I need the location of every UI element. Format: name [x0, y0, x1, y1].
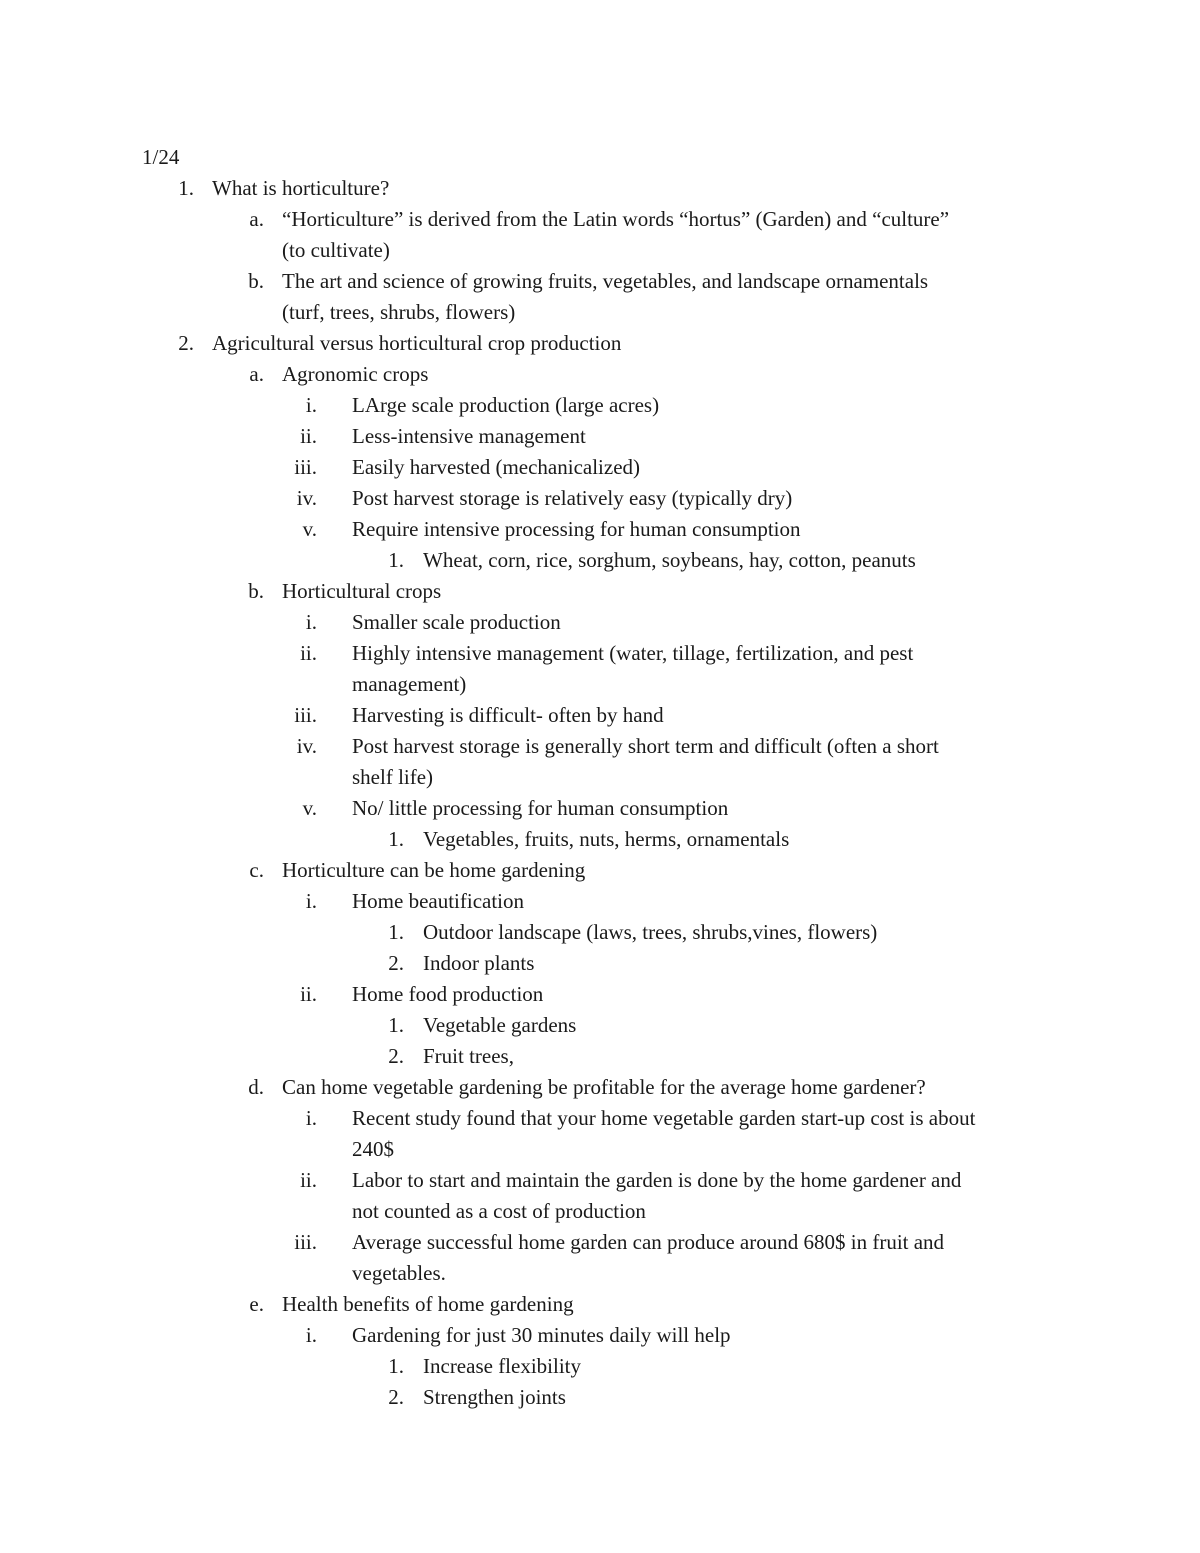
list-marker: a. [249, 362, 264, 386]
outline-item [0, 638, 1200, 669]
outline-item [0, 1165, 1200, 1196]
outline-item [0, 886, 1200, 917]
list-marker: ii. [300, 982, 317, 1006]
list-item-text: Indoor plants [423, 951, 535, 975]
outline-item [0, 1041, 1200, 1072]
list-marker: 1. [178, 176, 194, 200]
list-item-text: Agronomic crops [282, 362, 429, 386]
outline-item [0, 173, 1200, 204]
list-item-text: 240$ [352, 1137, 394, 1161]
list-marker: iii. [294, 1230, 317, 1254]
list-marker: 1. [388, 548, 404, 572]
outline-item [0, 1382, 1200, 1413]
list-item-text: Agricultural versus horticultural crop production [212, 331, 622, 355]
outline-item [0, 204, 1200, 235]
outline-item [0, 762, 1200, 793]
outline-item [0, 700, 1200, 731]
list-marker: ii. [300, 1168, 317, 1192]
list-item-text: Can home vegetable gardening be profitable for the average home gardener? [282, 1075, 926, 1099]
list-marker: 1. [388, 1013, 404, 1037]
outline-item [0, 917, 1200, 948]
list-marker: iv. [296, 486, 317, 510]
list-item-text: Harvesting is difficult- often by hand [352, 703, 664, 727]
outline-item [0, 979, 1200, 1010]
list-item-text: Highly intensive management (water, tillage, fertilization, and pest [352, 641, 914, 665]
outline-item [0, 235, 1200, 266]
list-marker: v. [302, 517, 317, 541]
list-item-text: No/ little processing for human consumption [352, 796, 729, 820]
list-marker: iii. [294, 703, 317, 727]
list-marker: e. [249, 1292, 264, 1316]
list-marker: 2. [388, 1385, 404, 1409]
list-item-text: Wheat, corn, rice, sorghum, soybeans, hay, cotton, peanuts [423, 548, 916, 572]
list-item-text: Less-intensive management [352, 424, 586, 448]
outline-item [0, 514, 1200, 545]
list-marker: ii. [300, 641, 317, 665]
list-item-text: “Horticulture” is derived from the Latin words “hortus” (Garden) and “culture” [282, 207, 950, 231]
outline-item [0, 1351, 1200, 1382]
list-item-text: Gardening for just 30 minutes daily will help [352, 1323, 731, 1347]
list-item-text: not counted as a cost of production [352, 1199, 646, 1223]
outline-item [0, 1289, 1200, 1320]
list-marker: i. [305, 393, 317, 417]
list-marker: 2. [178, 331, 194, 355]
list-item-text: Easily harvested (mechanicalized) [352, 455, 641, 479]
list-item-text: Strengthen joints [423, 1385, 566, 1409]
list-item-text: Vegetables, fruits, nuts, herms, ornamentals [423, 827, 790, 851]
outline-item [0, 576, 1200, 607]
list-item-text: Smaller scale production [352, 610, 561, 634]
outline-item [0, 607, 1200, 638]
list-item-text: Home food production [352, 982, 544, 1006]
list-marker: 2. [388, 1044, 404, 1068]
outline-item [0, 1010, 1200, 1041]
list-marker: ii. [300, 424, 317, 448]
outline-item [0, 1196, 1200, 1227]
list-marker: c. [249, 858, 264, 882]
outline-item [0, 1072, 1200, 1103]
outline-item [0, 452, 1200, 483]
list-marker: i. [305, 1106, 317, 1130]
outline-item [0, 855, 1200, 886]
list-item-text: Increase flexibility [423, 1354, 582, 1378]
outline-item [0, 421, 1200, 452]
outline-item [0, 266, 1200, 297]
list-marker: a. [249, 207, 264, 231]
outline-item [0, 1258, 1200, 1289]
list-marker: i. [305, 1323, 317, 1347]
list-item-text: shelf life) [352, 765, 434, 789]
list-marker: 2. [388, 951, 404, 975]
outline-item [0, 824, 1200, 855]
list-item-text: What is horticulture? [212, 176, 390, 200]
list-item-text: The art and science of growing fruits, vegetables, and landscape ornamentals [282, 269, 929, 293]
list-item-text: LArge scale production (large acres) [352, 393, 660, 417]
outline-item [0, 793, 1200, 824]
outline-item [0, 545, 1200, 576]
outline-item [0, 483, 1200, 514]
date-heading: 1/24 [142, 145, 180, 169]
list-marker: b. [248, 269, 264, 293]
outline-item [0, 1134, 1200, 1165]
outline-item [0, 731, 1200, 762]
outline-item [0, 1227, 1200, 1258]
outline-item [0, 390, 1200, 421]
outline-item [0, 359, 1200, 390]
list-item-text: Horticulture can be home gardening [282, 858, 586, 882]
list-marker: v. [302, 796, 317, 820]
list-item-text: Post harvest storage is relatively easy (typically dry) [352, 486, 793, 510]
list-item-text: Require intensive processing for human consumption [352, 517, 801, 541]
list-item-text: Horticultural crops [282, 579, 442, 603]
list-marker: 1. [388, 1354, 404, 1378]
list-item-text: (turf, trees, shrubs, flowers) [282, 300, 516, 324]
list-item-text: (to cultivate) [282, 238, 390, 262]
list-item-text: vegetables. [352, 1261, 446, 1285]
list-marker: d. [248, 1075, 264, 1099]
list-item-text: Outdoor landscape (laws, trees, shrubs,vines, flowers) [423, 920, 878, 944]
list-item-text: Vegetable gardens [423, 1013, 577, 1037]
outline-item [0, 1103, 1200, 1134]
list-item-text: Health benefits of home gardening [282, 1292, 574, 1316]
list-item-text: Recent study found that your home vegetable garden start-up cost is about [352, 1106, 976, 1130]
list-item-text: Home beautification [352, 889, 525, 913]
list-item-text: Average successful home garden can produce around 680$ in fruit and [352, 1230, 945, 1254]
outline-item [0, 669, 1200, 700]
list-marker: i. [305, 610, 317, 634]
list-marker: iv. [296, 734, 317, 758]
outline-item [0, 948, 1200, 979]
outline-item [0, 1320, 1200, 1351]
list-marker: 1. [388, 920, 404, 944]
list-marker: 1. [388, 827, 404, 851]
list-item-text: Post harvest storage is generally short term and difficult (often a short [352, 734, 939, 758]
list-item-text: management) [352, 672, 467, 696]
list-item-text: Labor to start and maintain the garden is done by the home gardener and [352, 1168, 962, 1192]
list-item-text: Fruit trees, [423, 1044, 514, 1068]
list-marker: i. [305, 889, 317, 913]
outline-item [0, 328, 1200, 359]
list-marker: iii. [294, 455, 317, 479]
outline-item [0, 297, 1200, 328]
date-line [0, 142, 1200, 173]
list-marker: b. [248, 579, 264, 603]
